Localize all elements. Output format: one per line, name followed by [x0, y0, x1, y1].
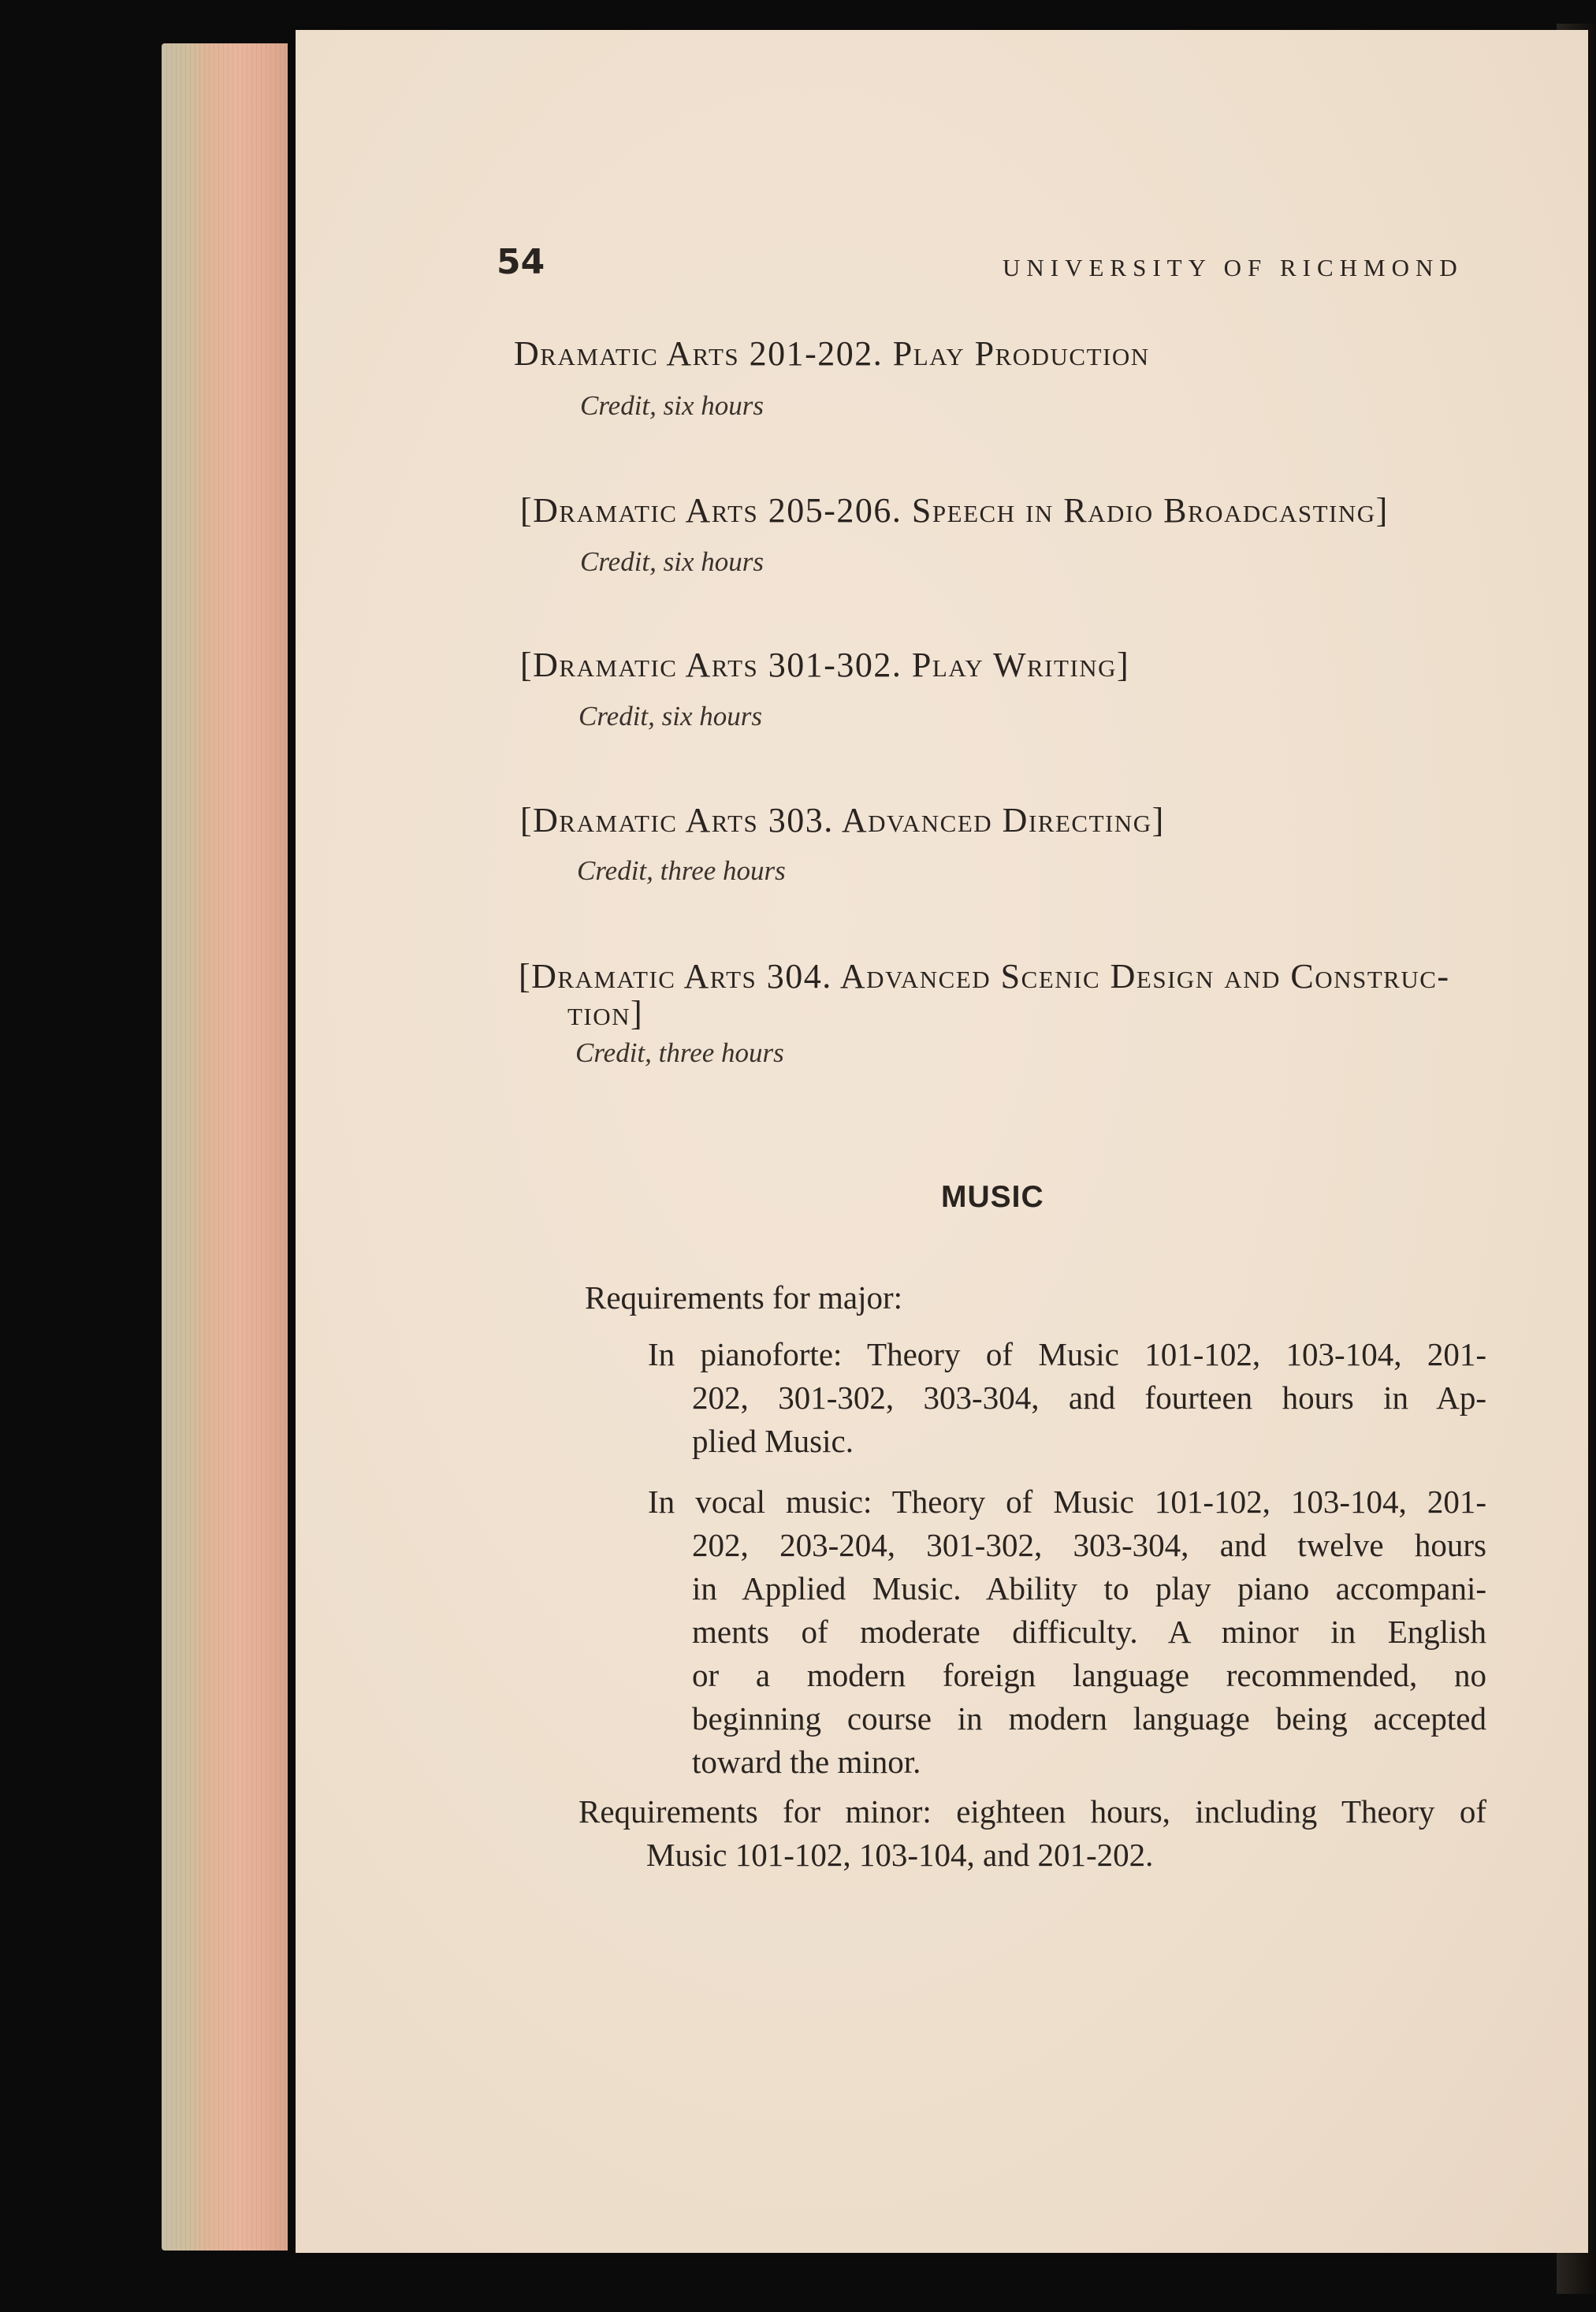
paragraph-line: beginning course in modern language being accepted [692, 1700, 1486, 1737]
paragraph-line: 202, 301-302, 303-304, and fourteen hours in Ap- [692, 1379, 1486, 1416]
running-head: UNIVERSITY OF RICHMOND [1003, 254, 1464, 281]
paragraph-line: toward the minor. [692, 1744, 921, 1780]
course-title: [Dramatic Arts 205-206. Speech in Radio Broadcasting] [520, 491, 1389, 530]
paragraph-line: in Applied Music. Ability to play piano accompani- [692, 1570, 1486, 1606]
course-credit: Credit, three hours [575, 1037, 784, 1068]
course-title: [Dramatic Arts 304. Advanced Scenic Design and Construc- [519, 957, 1450, 996]
course-title: Dramatic Arts 201-202. Play Production [514, 334, 1150, 373]
paragraph-line: Requirements for minor: eighteen hours, including Theory of [579, 1793, 1486, 1830]
paragraph-line: In pianoforte: Theory of Music 101-102, 103-104, 201- [648, 1336, 1486, 1372]
section-heading: MUSIC [941, 1180, 1044, 1214]
paragraph-line: Music 101-102, 103-104, and 201-202. [646, 1837, 1154, 1873]
book-page-edges [162, 43, 288, 2251]
course-title: [Dramatic Arts 301-302. Play Writing] [520, 646, 1130, 684]
course-credit: Credit, six hours [579, 701, 763, 732]
course-title: [Dramatic Arts 303. Advanced Directing] [520, 801, 1165, 840]
course-title-continuation: tion] [567, 994, 644, 1033]
requirements-major-label: Requirements for major: [585, 1279, 903, 1316]
paragraph-line: or a modern foreign language recommended, no [692, 1657, 1486, 1693]
paragraph-line: In vocal music: Theory of Music 101-102, 103-104, 201- [648, 1484, 1486, 1520]
paragraph-line: ments of moderate difficulty. A minor in English [692, 1614, 1486, 1650]
page-number: 54 [497, 242, 545, 282]
course-credit: Credit, three hours [577, 855, 786, 886]
paragraph-line: plied Music. [692, 1423, 854, 1459]
paragraph-line: 202, 203-204, 301-302, 303-304, and twelve hours [692, 1527, 1486, 1563]
course-credit: Credit, six hours [580, 390, 765, 421]
course-credit: Credit, six hours [580, 546, 765, 577]
